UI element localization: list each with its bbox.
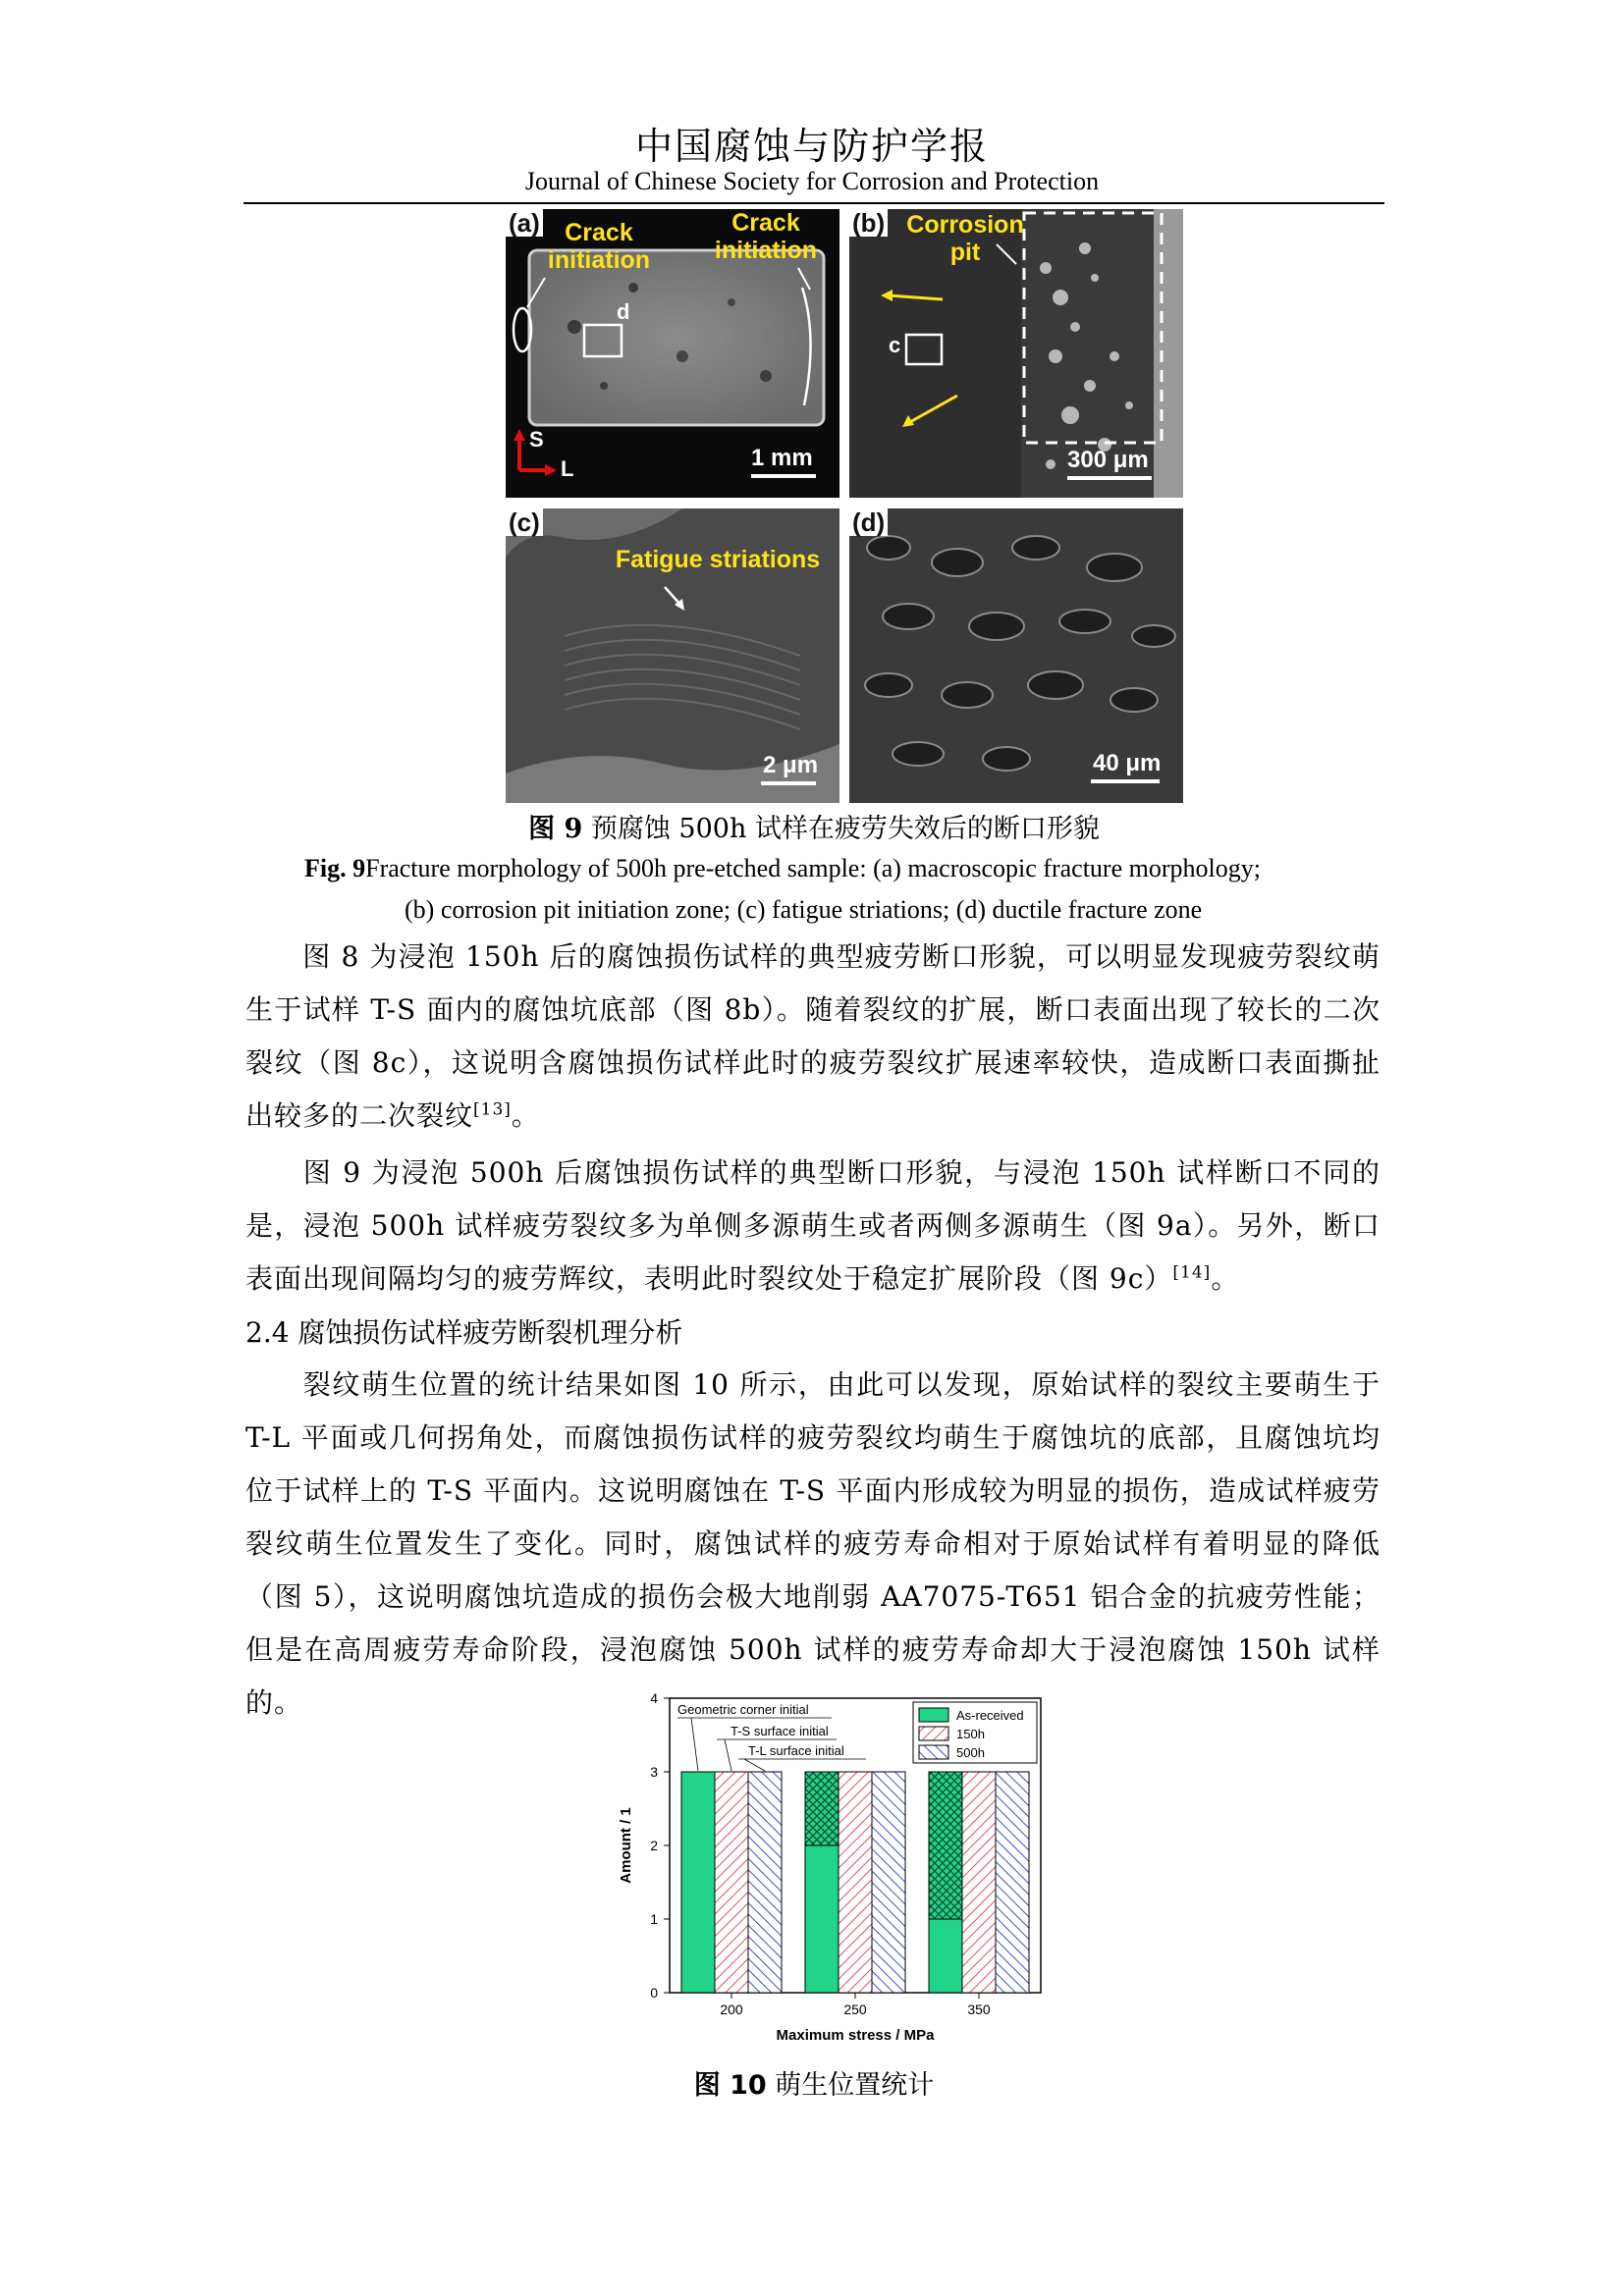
panel-a-label: (a)	[506, 209, 543, 237]
x-tick-label: 250	[843, 2002, 867, 2017]
bar-as-received-corner	[805, 1772, 839, 1845]
y-tick-label: 1	[650, 1911, 658, 1927]
panel-c-fatigue-striations: Fatigue striations	[615, 546, 821, 573]
journal-title-en: Journal of Chinese Society for Corrosion and Protection	[524, 167, 1100, 195]
panel-b-scale-bar	[1067, 476, 1152, 480]
panel-a-scale-bar	[751, 474, 816, 478]
panel-b-corrosion-pit: Corrosion pit	[906, 211, 1024, 266]
bar-500h	[748, 1772, 782, 1993]
annotation-ts-surface: T-S surface initial	[731, 1724, 829, 1738]
panel-a	[506, 209, 839, 498]
panel-d	[849, 508, 1183, 803]
legend-label: 500h	[956, 1745, 985, 1760]
paragraph-1-end: 。	[511, 1099, 540, 1132]
y-tick-label: 3	[650, 1764, 658, 1780]
y-tick-label: 2	[650, 1838, 658, 1853]
paragraph-3	[245, 1359, 1380, 1730]
annotation-leader	[691, 1718, 698, 1771]
annotation-leader	[725, 1739, 731, 1771]
panel-d-scale-bar	[1091, 779, 1160, 783]
legend-label: 150h	[956, 1727, 985, 1741]
bar-150h	[839, 1772, 872, 1993]
figure-9-caption-cn-text: 预腐蚀 500h 试样在疲劳失效后的断口形貌	[582, 814, 1100, 844]
paragraph-2-end: 。	[1211, 1262, 1240, 1295]
bar-500h	[996, 1772, 1029, 1993]
figure-9-caption-en-label: Fig. 9	[304, 854, 366, 882]
panel-a-crack-initiation-right: Crack initiation	[714, 209, 818, 264]
panel-a-crack-initiation-left: Crack initiation	[547, 219, 651, 274]
legend-label: As-received	[956, 1708, 1024, 1723]
x-tick-label: 350	[967, 2002, 991, 2017]
header-divider	[244, 202, 1384, 204]
panel-b-scale-text: 300 μm	[1067, 447, 1149, 473]
legend-swatch	[919, 1745, 948, 1759]
bar-as-received-corner	[929, 1772, 962, 1919]
panel-a-box-label: d	[617, 299, 630, 324]
legend-swatch	[919, 1708, 948, 1722]
figure-9-caption-en-text1: Fracture morphology of 500h pre-etched sample: (a) macroscopic fracture morphology;	[365, 854, 1261, 882]
figure-9-caption-en-line2: (b) corrosion pit initiation zone; (c) fatigue striations; (d) ductile fracture zone	[405, 895, 1203, 924]
panel-d-label: (d)	[849, 508, 888, 536]
paragraph-3-text: 裂纹萌生位置的统计结果如图 10 所示，由此可以发现，原始试样的裂纹主要萌生于 T-L 平面或几何拐角处，而腐蚀损伤试样的疲劳裂纹均萌生于腐蚀坑的底部，且腐蚀坑均位于试样上的 T-S 平面内。这说明腐蚀在 T-S 平面内形成较为明显的损伤，造成试样疲劳裂纹萌生位置发生了变化。同时，腐蚀试样的疲劳寿命相对于原始试样有着明显的降低（图 5），这说明腐蚀坑造成的损伤会极大地削弱 AA7075-T651 铝合金的抗疲劳性能；但是在高周疲劳寿命阶段，浸泡腐蚀 500h 试样的疲劳寿命却大于浸泡腐蚀 150h 试样的。	[245, 1368, 1380, 1719]
section-heading-2-4: 2.4 腐蚀损伤试样疲劳断裂机理分析	[245, 1316, 683, 1349]
figure-9	[506, 209, 1183, 803]
figure-10-caption-text: 萌生位置统计	[766, 2070, 935, 2101]
figure-9-caption-en-line1	[304, 848, 1261, 889]
panel-a-axis-s: S	[529, 427, 544, 452]
annotation-tl-surface: T-L surface initial	[748, 1743, 844, 1758]
figure-9-caption-cn	[244, 807, 1384, 845]
paragraph-2-text: 图 9 为浸泡 500h 后腐蚀损伤试样的典型断口形貌，与浸泡 150h 试样断口不同的是，浸泡 500h 试样疲劳裂纹多为单侧多源萌生或者两侧多源萌生（图 9a）。另外，断口表面出现间隔均匀的疲劳辉纹，表明此时裂纹处于稳定扩展阶段（图 9c）	[245, 1156, 1380, 1295]
bar-150h	[962, 1772, 996, 1993]
panel-c-scale-bar	[761, 781, 816, 785]
y-tick-label: 0	[650, 1985, 658, 2001]
paragraph-1-text: 图 8 为浸泡 150h 后的腐蚀损伤试样的典型疲劳断口形貌，可以明显发现疲劳裂纹萌生于试样 T-S 面内的腐蚀坑底部（图 8b）。随着裂纹的扩展，断口表面出现了较长的二次裂纹（图 8c），这说明含腐蚀损伤试样此时的疲劳裂纹扩展速率较快，造成断口表面撕扯出较多的二次裂纹	[245, 940, 1380, 1132]
bar-500h	[872, 1772, 905, 1993]
paragraph-1	[245, 931, 1380, 1143]
figure-10-caption	[244, 2063, 1384, 2102]
figure-10-caption-label: 图 10	[693, 2070, 767, 2101]
bar-as-received-tl	[929, 1919, 962, 1993]
panel-d-scale-text: 40 μm	[1093, 750, 1162, 776]
annotation-leader	[744, 1759, 765, 1771]
legend-swatch	[919, 1727, 948, 1740]
bar-as-received-tl	[681, 1772, 715, 1993]
bar-as-received-tl	[805, 1845, 839, 1993]
x-axis-label: Maximum stress / MPa	[776, 2027, 935, 2044]
bar-150h	[715, 1772, 748, 1993]
y-tick-label: 4	[650, 1690, 658, 1706]
x-tick-label: 200	[720, 2002, 743, 2017]
panel-c-label: (c)	[506, 508, 543, 536]
panel-a-scale-text: 1 mm	[751, 445, 813, 471]
panel-c-scale-text: 2 μm	[763, 752, 819, 778]
panel-c	[506, 508, 839, 803]
panel-b-label: (b)	[849, 209, 888, 237]
paragraph-2	[245, 1147, 1380, 1306]
y-axis-label: Amount / 1	[618, 1807, 634, 1884]
panel-b-box-label: c	[889, 333, 901, 357]
figure-9-caption-cn-label: 图 9	[528, 814, 583, 844]
figure-10-chart	[609, 1686, 1060, 2050]
panel-b	[849, 209, 1183, 498]
paragraph-1-ref: [13]	[473, 1099, 512, 1120]
journal-title-cn: 中国腐蚀与防护学报	[634, 125, 989, 168]
annotation-geometric-corner: Geometric corner initial	[677, 1702, 809, 1717]
paragraph-2-ref: [14]	[1172, 1262, 1212, 1283]
panel-a-axis-l: L	[561, 456, 574, 481]
